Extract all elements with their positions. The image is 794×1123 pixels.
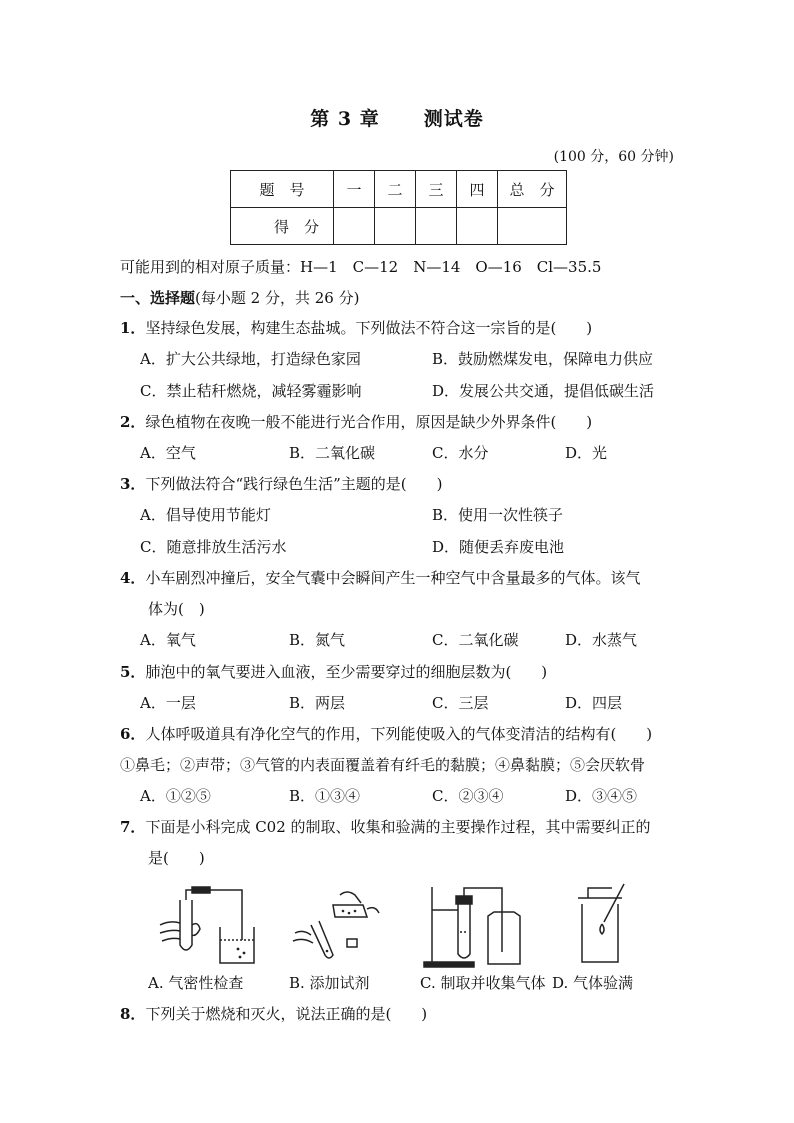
score-header-cell: 四 (457, 171, 498, 208)
option[interactable]: B．氮气 (289, 631, 346, 649)
question-number: 8． (120, 1005, 146, 1023)
section-title: 一、选择题 (120, 289, 196, 307)
gas-full-test-figure (568, 882, 638, 970)
question-text: 下列做法符合“践行绿色生活”主题的是( ) (145, 475, 443, 493)
option[interactable]: A．倡导使用节能灯 (140, 506, 271, 524)
gas-collection-figure (422, 882, 532, 970)
question-text: 绿色植物在夜晚一般不能进行光合作用，原因是缺少外界条件( ) (145, 413, 593, 431)
question-sub-items: ①鼻毛；②声带；③气管的内表面覆盖着有纤毛的黏膜；④鼻黏膜；⑤会厌软骨 (120, 756, 646, 774)
atomic-masses: 可能用到的相对原子质量：H—1 C—12 N—14 O—16 Cl—35.5 (120, 258, 602, 276)
question-text: 小车剧烈冲撞后，安全气囊中会瞬间产生一种空气中含量最多的气体。该气 (145, 569, 641, 587)
score-row-label: 得 分 (231, 208, 334, 245)
question-number: 2． (120, 413, 146, 431)
score-header-cell: 总 分 (498, 171, 567, 208)
score-time-info: (100 分，60 分钟) (553, 149, 674, 165)
figure-caption: C. 制取并收集气体 (420, 974, 546, 992)
figure-caption: B. 添加试剂 (289, 974, 370, 992)
option[interactable]: B．两层 (289, 694, 346, 712)
score-table (230, 170, 567, 245)
option[interactable]: A．一层 (140, 694, 196, 712)
question-number: 6． (120, 725, 146, 743)
figure-caption: A. 气密性检查 (148, 974, 244, 992)
question-8 (120, 1003, 427, 1024)
option[interactable]: D．发展公共交通，提倡低碳生活 (432, 382, 655, 400)
question-number: 3． (120, 475, 146, 493)
section-heading (120, 287, 359, 308)
score-header-cell: 一 (334, 171, 375, 208)
option[interactable]: C．禁止秸秆燃烧，减轻雾霾影响 (140, 382, 362, 400)
question-number: 1． (120, 319, 146, 337)
question-6 (120, 723, 652, 744)
option[interactable]: C．随意排放生活污水 (140, 538, 287, 556)
option[interactable]: B．鼓励燃煤发电，保障电力供应 (432, 350, 654, 368)
score-table-header-row (231, 171, 567, 208)
airtightness-check-figure (150, 885, 260, 970)
score-cell[interactable] (375, 208, 416, 245)
option[interactable]: A．①②⑤ (140, 787, 211, 805)
question-3 (120, 473, 442, 494)
question-5 (120, 661, 547, 682)
option[interactable]: A．扩大公共绿地，打造绿色家园 (140, 350, 361, 368)
question-1 (120, 317, 592, 338)
option[interactable]: B．使用一次性筷子 (432, 506, 564, 524)
option[interactable]: A．氧气 (140, 631, 196, 649)
score-cell[interactable] (457, 208, 498, 245)
test-name: 测试卷 (423, 108, 484, 130)
question-text: 下面是小科完成 C02 的制取、收集和验满的主要操作过程，其中需要纠正的 (145, 818, 651, 836)
option[interactable]: C．二氧化碳 (432, 631, 519, 649)
question-number: 5． (120, 663, 146, 681)
chapter-label: 第 3 章 (310, 108, 380, 130)
option[interactable]: D．③④⑤ (565, 787, 638, 805)
question-text-cont: 体为( ) (148, 600, 205, 618)
question-number: 7． (120, 818, 146, 836)
option[interactable]: C．水分 (432, 444, 489, 462)
question-2 (120, 411, 592, 432)
question-text-cont: 是( ) (148, 849, 205, 867)
score-table-score-row (231, 208, 567, 245)
question-4 (120, 567, 640, 588)
question-number: 4． (120, 569, 146, 587)
option[interactable]: B．①③④ (289, 787, 361, 805)
page-title (0, 104, 794, 131)
question-text: 坚持绿色发展，构建生态盐城。下列做法不符合这一宗旨的是( ) (145, 319, 593, 337)
question-7 (120, 816, 651, 837)
score-header-cell: 二 (375, 171, 416, 208)
option[interactable]: C．②③④ (432, 787, 504, 805)
question-text: 肺泡中的氧气要进入血液，至少需要穿过的细胞层数为( ) (145, 663, 548, 681)
option[interactable]: D．四层 (565, 694, 623, 712)
adding-reagent-figure (285, 885, 385, 970)
question-text: 下列关于燃烧和灭火，说法正确的是( ) (145, 1005, 428, 1023)
score-cell[interactable] (416, 208, 457, 245)
option[interactable]: B．二氧化碳 (289, 444, 376, 462)
option[interactable]: A．空气 (140, 444, 196, 462)
option[interactable]: C．三层 (432, 694, 489, 712)
score-header-cell: 三 (416, 171, 457, 208)
option[interactable]: D．水蒸气 (565, 631, 638, 649)
option[interactable]: D．随便丢弃废电池 (432, 538, 565, 556)
score-header-cell: 题 号 (231, 171, 334, 208)
score-cell[interactable] (334, 208, 375, 245)
figure-caption: D. 气体验满 (552, 974, 634, 992)
option[interactable]: D．光 (565, 444, 608, 462)
score-cell[interactable] (498, 208, 567, 245)
question-text: 人体呼吸道具有净化空气的作用，下列能使吸入的气体变清洁的结构有( ) (145, 725, 653, 743)
section-note: (每小题 2 分，共 26 分) (195, 289, 360, 307)
